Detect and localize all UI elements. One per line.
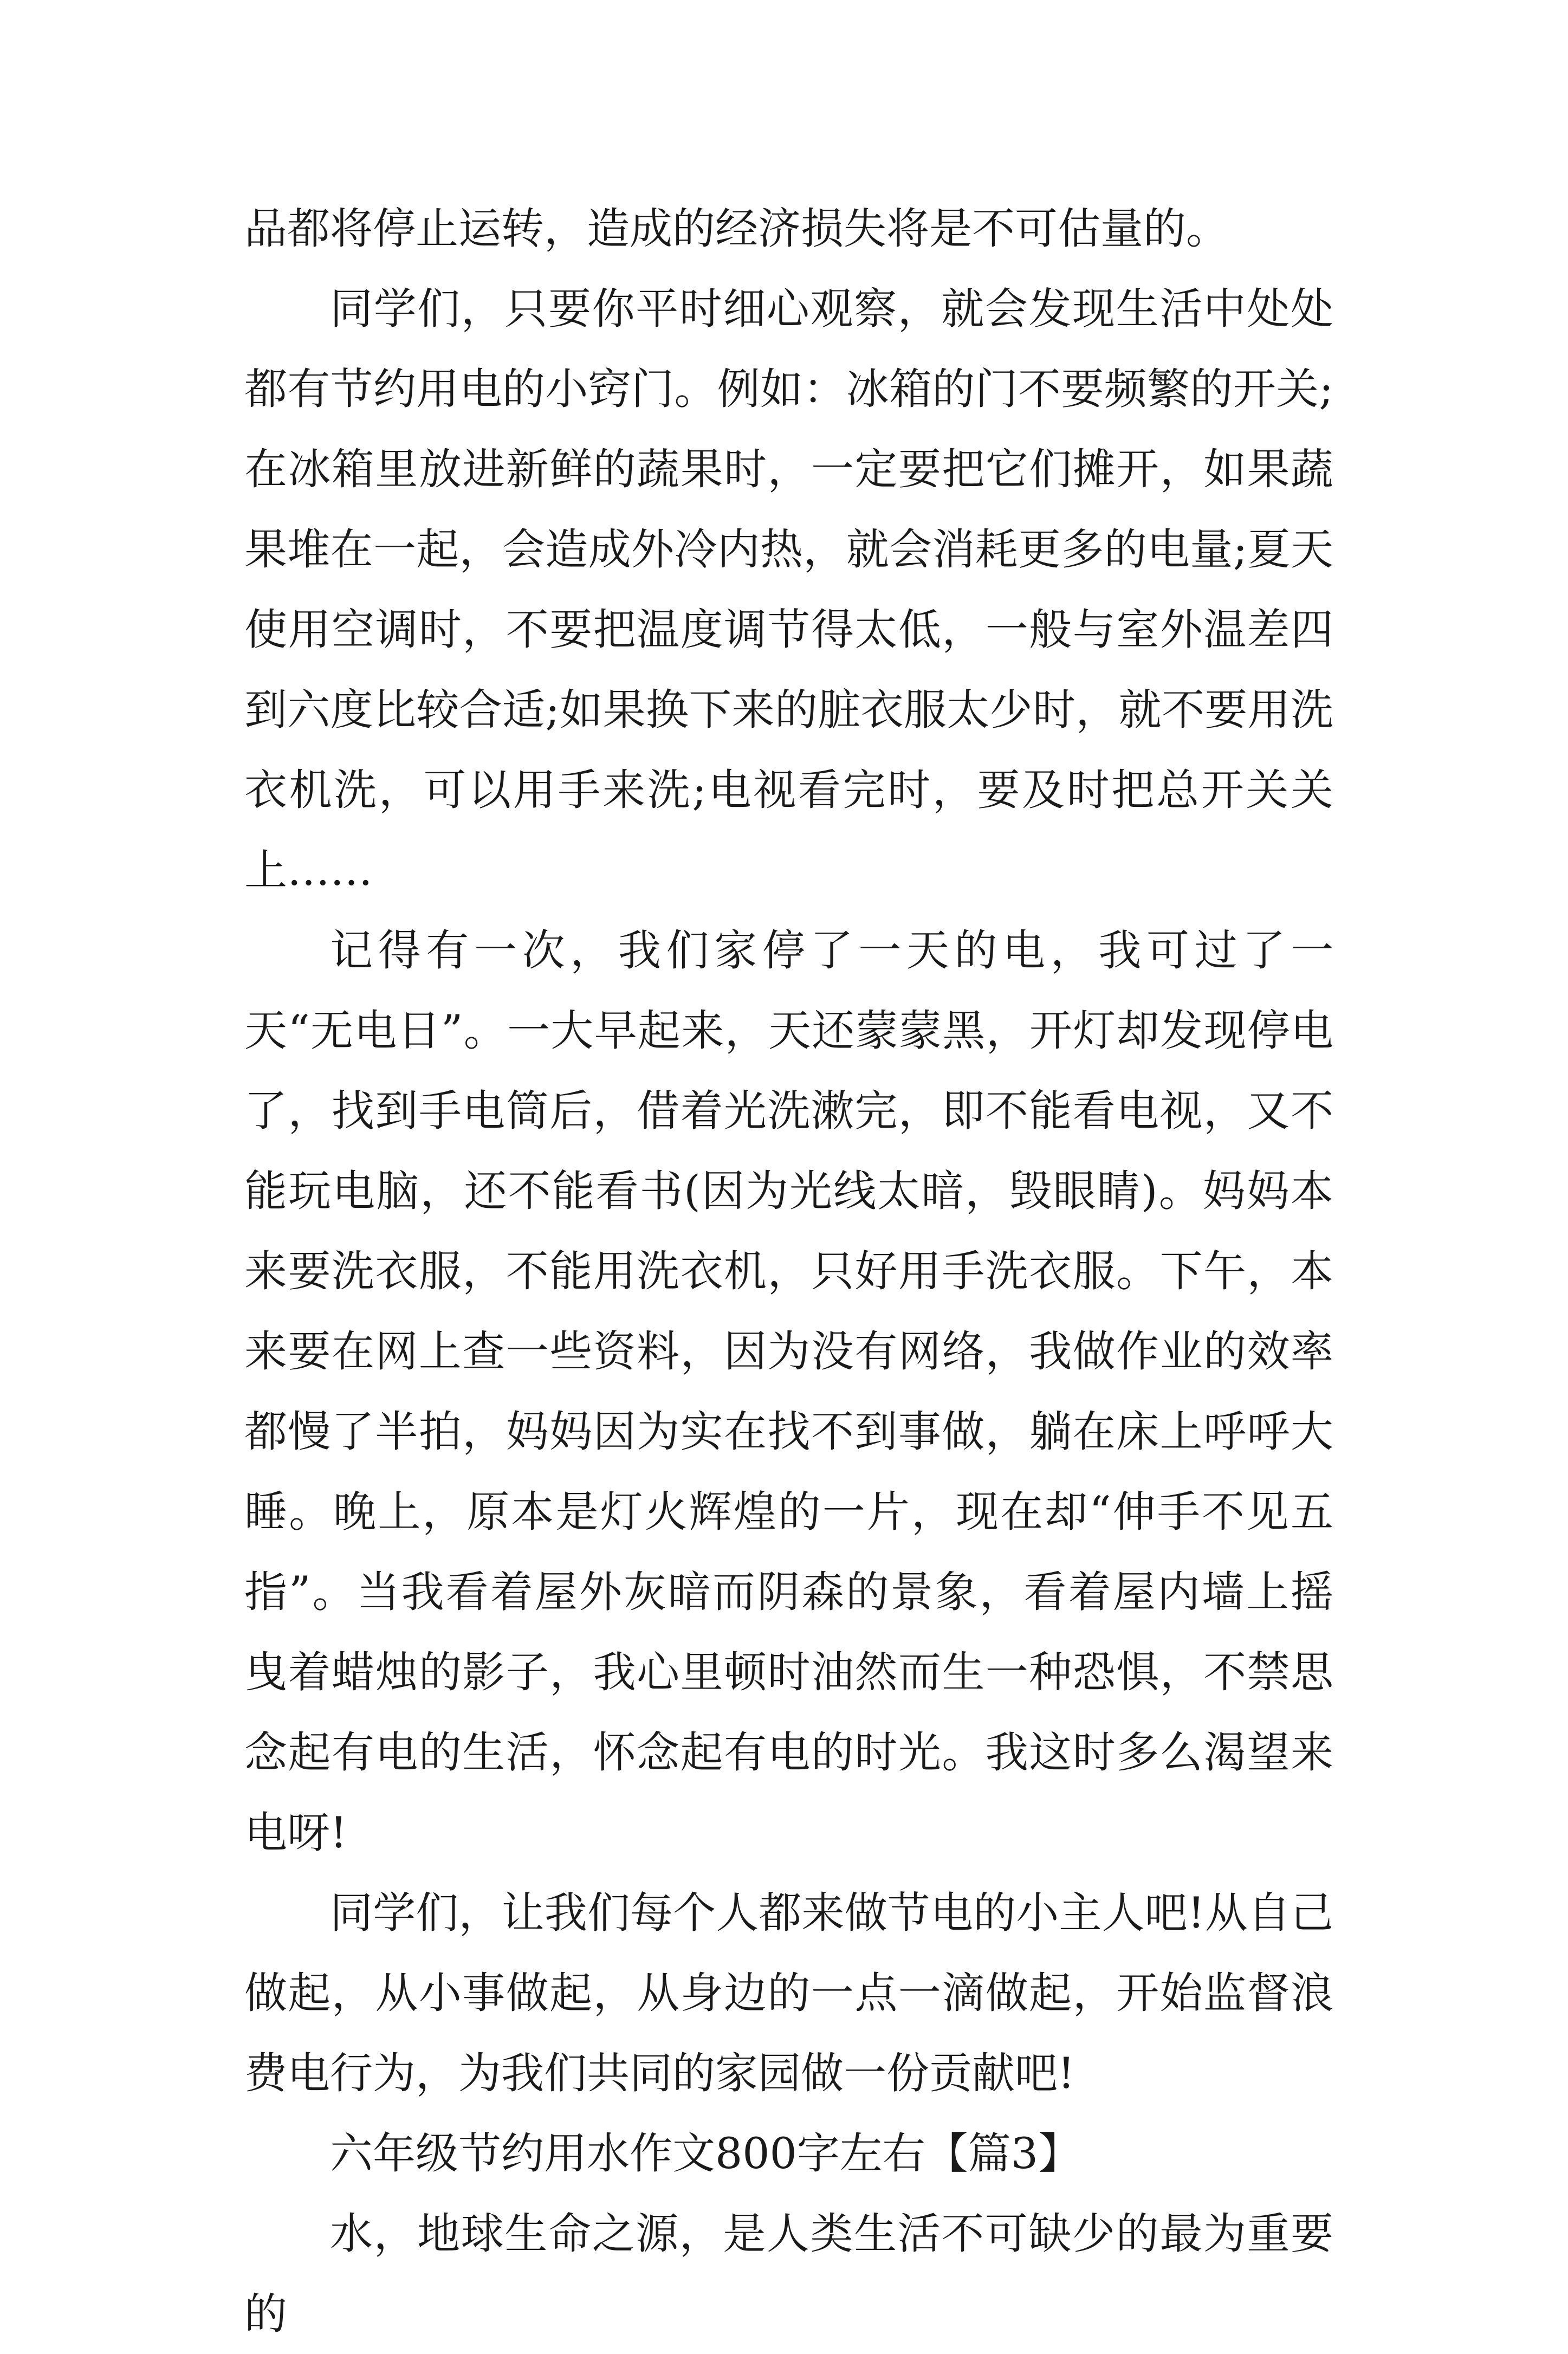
paragraph-no-power-day: 记得有一次，我们家停了一天的电，我可过了一天“无电日”。一大早起来，天还蒙蒙黑，开灯却发现停电了，找到手电筒后，借着光洗漱完，即不能看电视，又不能玩电脑，还不能看书(因为光线太暗，毁眼睛)。妈妈本来要洗衣服，不能用洗衣机，只好用手洗衣服。下午，本来要在网上查一些资料，因为没有网络，我做作业的效率都慢了半拍，妈妈因为实在找不到事做，躺在床上呼呼大睡。晚上，原本是灯火辉煌的一片，现在却“伸手不见五指”。当我看着屋外灰暗而阴森的景象，看着屋内墙上摇曳着蜡烛的影子，我心里顿时油然而生一种恐惧，不禁思念起有电的生活，怀念起有电的时光。我这时多么渴望来电呀! bbox=[244, 926, 1333, 1858]
section-heading: 六年级节约用水作文800字左右【篇3】 bbox=[330, 2129, 1081, 2178]
paragraph-call-to-action: 同学们，让我们每个人都来做节电的小主人吧!从自己做起，从小事做起，从身边的一点一滴做起，开始监督浪费电行为，为我们共同的家园做一份贡献吧! bbox=[244, 1888, 1333, 2098]
paragraph-water-intro: 水，地球生命之源，是人类生活不可缺少的最为重要的 bbox=[244, 2209, 1333, 2339]
document-body bbox=[244, 189, 1333, 2354]
paragraph-continuation: 品都将停止运转，造成的经济损失将是不可估量的。 bbox=[244, 204, 1229, 254]
paragraph-energy-tips: 同学们，只要你平时细心观察，就会发现生活中处处都有节约用电的小窍门。例如：冰箱的门不要频繁的开关;在冰箱里放进新鲜的蔬果时，一定要把它们摊开，如果蔬果堆在一起，会造成外冷内热，就会消耗更多的电量;夏天使用空调时，不要把温度调节得太低，一般与室外温差四到六度比较合适;如果换下来的脏衣服太少时，就不要用洗衣机洗，可以用手来洗;电视看完时，要及时把总开关关上…… bbox=[244, 284, 1333, 895]
